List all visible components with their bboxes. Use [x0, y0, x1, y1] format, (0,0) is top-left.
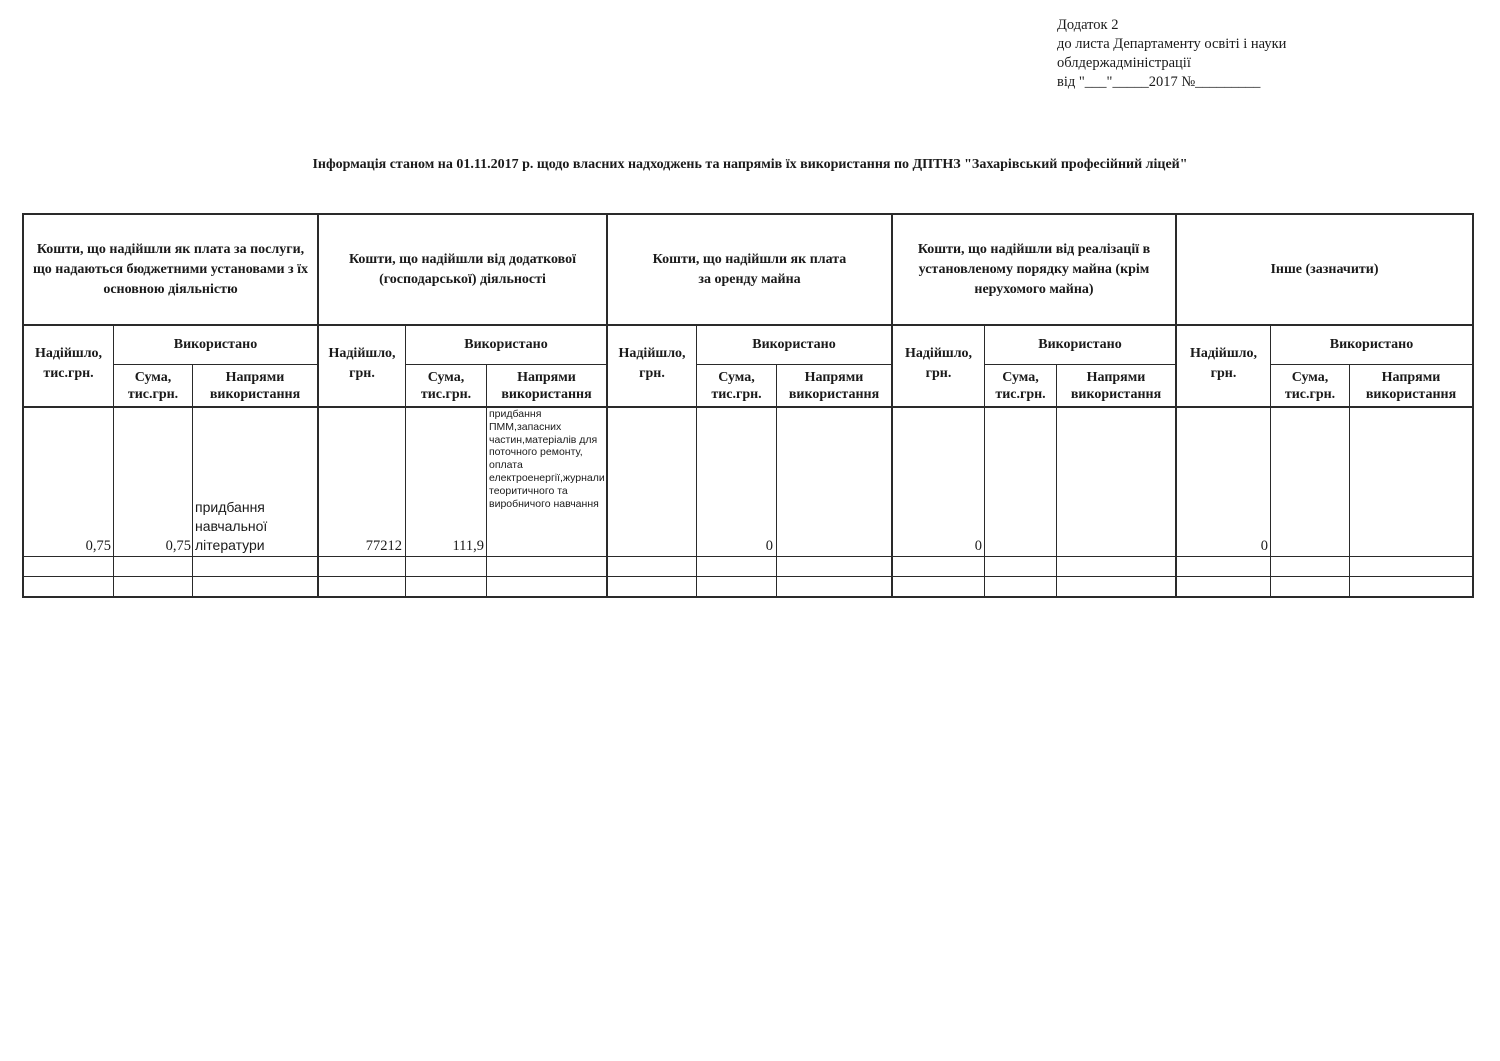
used-header: Використано: [173, 337, 258, 352]
appendix-line-3: облдержадміністрації: [1057, 55, 1191, 71]
group-header-other: Інше (зазначити): [1270, 261, 1379, 277]
g1-direction-text: придбання навчальної літератури: [195, 499, 268, 553]
g2-used-sum-value: 111,9: [452, 538, 484, 554]
g1-used-sum-value: 0,75: [165, 538, 191, 554]
direction-header: Напрями використання: [1365, 369, 1457, 402]
used-header: Використано: [1038, 337, 1122, 352]
g2-received-value: 77212: [365, 538, 402, 554]
used-header: Використано: [464, 337, 548, 352]
received-header: Надійшло, грн.: [328, 346, 396, 381]
sum-header: Сума, тис.грн.: [711, 369, 762, 402]
direction-header: Напрями використання: [1070, 369, 1162, 402]
group-header-additional-activity: Кошти, що надійшли від додаткової (господарської) діяльності: [348, 251, 577, 287]
direction-header: Напрями використання: [501, 369, 592, 402]
sum-header: Сума, тис.грн.: [1284, 369, 1336, 402]
group-header-services: Кошти, що надійшли як плата за послуги, що надаються бюджетними установами з їх основною діяльністю: [32, 241, 309, 297]
group-header-rent: Кошти, що надійшли як плата за оренду майна: [652, 251, 847, 287]
table-line: [22, 576, 1473, 577]
sum-header: Сума, тис.грн.: [420, 369, 472, 402]
group-header-property-sale: Кошти, що надійшли від реалізації в установленому порядку майна (крім нерухомого майна): [917, 241, 1151, 297]
g2-direction-text: придбання ПММ,запасних частин,матеріалів для поточного ремонту, оплата електроенергії,журнали теоритичного та виробничого навчання: [489, 408, 605, 510]
table-line: [22, 406, 1473, 408]
used-header: Використано: [1329, 337, 1414, 352]
document-title: Інформація станом на 01.11.2017 р. щодо власних надходжень та напрямів їх використання по ДПТНЗ "Захарівський професійний ліцей": [312, 157, 1188, 172]
g5-received-value: 0: [1260, 538, 1268, 554]
received-header: Надійшло, грн.: [904, 346, 973, 381]
g1-received-value: 0,75: [85, 538, 111, 554]
appendix-line-1: Додаток 2: [1057, 17, 1119, 33]
direction-header: Напрями використання: [209, 369, 301, 402]
g4-received-value: 0: [974, 538, 982, 554]
direction-header: Напрями використання: [788, 369, 880, 402]
appendix-note: [1057, 16, 1286, 92]
table-line: [22, 596, 1473, 598]
received-header: Надійшло, тис.грн.: [34, 346, 103, 381]
received-header: Надійшло, грн.: [1189, 346, 1258, 381]
used-header: Використано: [752, 337, 836, 352]
g3-used-sum-value: 0: [765, 538, 773, 554]
received-header: Надійшло, грн.: [618, 346, 686, 381]
appendix-line-2: до листа Департаменту освіті і науки: [1057, 36, 1287, 52]
sum-header: Сума, тис.грн.: [995, 369, 1046, 402]
appendix-line-4: від "___"_____2017 №_________: [1057, 74, 1261, 90]
table-line: [22, 556, 1473, 557]
table-line: [1472, 213, 1474, 598]
sum-header: Сума, тис.грн.: [127, 369, 179, 402]
